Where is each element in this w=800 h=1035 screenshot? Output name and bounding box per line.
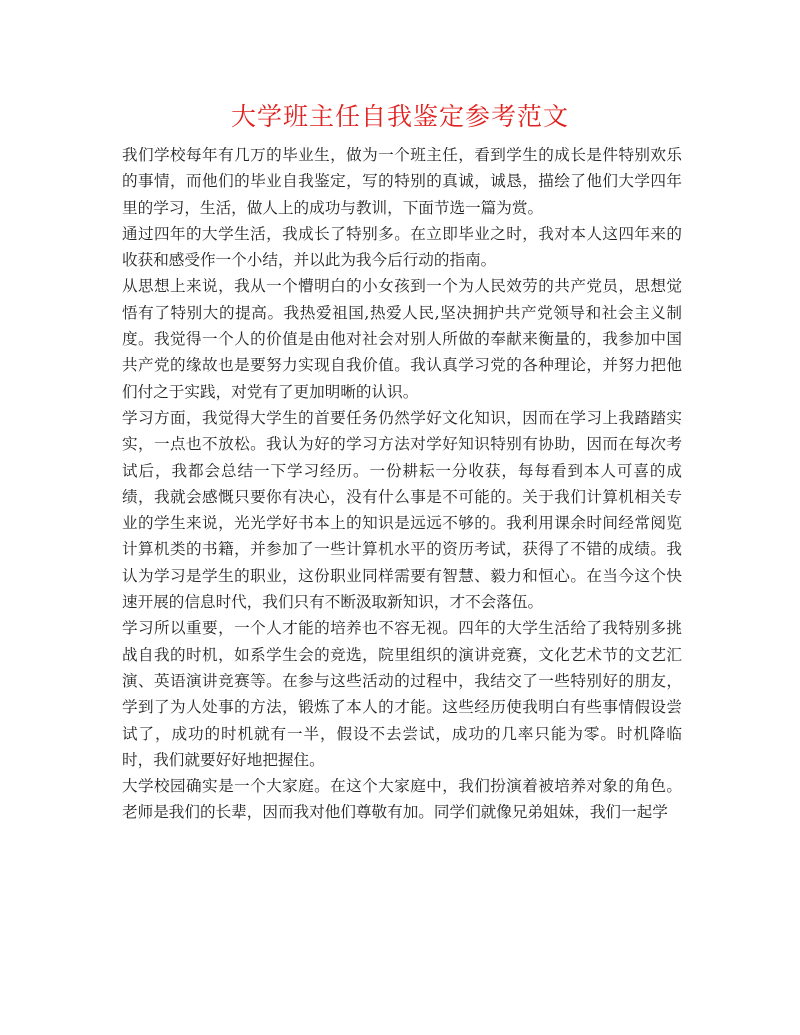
paragraph-summary: 通过四年的大学生活，我成长了特别多。在立即毕业之时，我对本人这四年来的收获和感受作一个小结，并以此为我今后行动的指南。 [122,224,682,270]
document-title: 大学班主任自我鉴定参考范文 [230,102,569,131]
document-body [122,142,682,826]
paragraph-ideology: 从思想上来说，我从一个懵明白的小女孩到一个为人民效劳的共产党员，思想觉悟有了特别大的提高。我热爱祖国,热爱人民,坚决拥护共产党领导和社会主义制度。我觉得一个人的价值是由他对社会对别人所做的奉献来衡量的，我参加中国共产党的缘故也是要努力实现自我价值。我认真学习党的各种理论，并努力把他们付之于实践，对党有了更加明晰的认识。 [122,277,682,401]
paragraph-ability: 学习所以重要，一个人才能的培养也不容无视。四年的大学生活给了我特别多挑战自我的时机，如系学生会的竞选，院里组织的演讲竞赛，文化艺术节的文艺汇演、英语演讲竞赛等。在参与这些活动的过程中，我结交了一些特别好的朋友，学到了为人处事的方法，锻炼了本人的才能。这些经历使我明白有些事情假设尝试了，成功的时机就有一半，假设不去尝试，成功的几率只能为零。时机降临时，我们就要好好地把握住。 [122,619,682,769]
paragraph-study: 学习方面，我觉得大学生的首要任务仍然学好文化知识，因而在学习上我踏踏实实，一点也不放松。我认为好的学习方法对学好知识特别有协助，因而在每次考试后，我都会总结一下学习经历。一份耕耘一分收获，每每看到本人可喜的成绩，我就会感慨只要你有决心，没有什么事是不可能的。关于我们计算机相关专业的学生来说，光光学好书本上的知识是远远不够的。我利用课余时间经常阅览计算机类的书籍，并参加了一些计算机水平的资历考试，获得了不错的成绩。我认为学习是学生的职业，这份职业同样需要有智慧、毅力和恒心。在当今这个快速开展的信息时代，我们只有不断汲取新知识，才不会落伍。 [122,408,682,612]
paragraph-intro: 我们学校每年有几万的毕业生，做为一个班主任，看到学生的成长是件特别欢乐的事情，而他们的毕业自我鉴定，写的特别的真诚，诚恳，描绘了他们大学四年里的学习，生活，做人上的成功与教训，下面节选一篇为赏。 [122,146,682,217]
paragraph-campus: 大学校园确实是一个大家庭。在这个大家庭中，我们扮演着被培养对象的角色。老师是我们的长辈，因而我对他们尊敬有加。同学们就像兄弟姐妹，我们一起学 [122,777,682,822]
